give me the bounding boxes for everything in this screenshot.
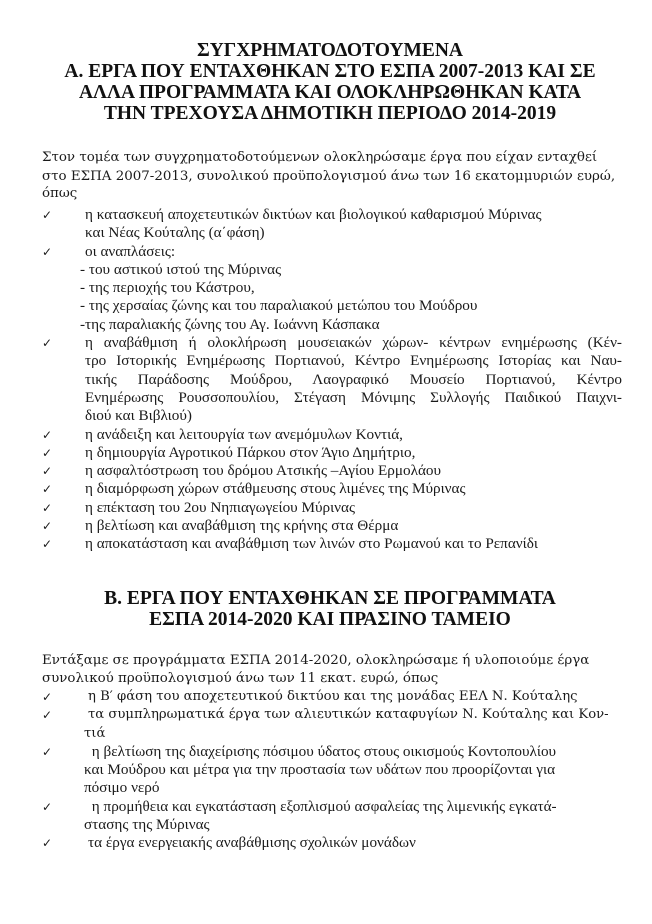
heading-line: ΑΛΛΑ ΠΡΟΓΡΑΜΜΑΤΑ ΚΑΙ ΟΛΟΚΛΗΡΩΘΗΚΑΝ ΚΑΤΑ — [78, 82, 582, 103]
intro-paragraph-a — [42, 148, 622, 203]
item-text: η προμήθεια και εγκατάσταση εξοπλισμού ασφαλείας της λιμενικής εγκατά- — [88, 797, 557, 815]
item-text: τα έργα ενεργειακής αναβάθμισης σχολικών μονάδων — [88, 834, 416, 852]
item-text: η αποκατάσταση και αναβάθμιση των λινών στο Ρωμανού και το Ρεπανίδι — [85, 535, 538, 553]
checkmark-icon: ✓ — [42, 464, 53, 479]
checkmark-icon: ✓ — [42, 836, 53, 851]
sub-item: -της παραλιακής ζώνης του Αγ. Ιωάννη Κάσπακα — [80, 315, 380, 333]
item-text: τιά — [84, 725, 106, 741]
paragraph-line: Εντάξαμε σε προγράμματα ΕΣΠΑ 2014-2020, ολοκληρώσαμε ή υλοποιούμε έργα — [42, 653, 590, 668]
paragraph-line: Στον τομέα των συγχρηματοδοτούμενων ολοκληρώσαμε έργα που είχαν ενταχθεί — [42, 150, 598, 165]
checkmark-icon: ✓ — [42, 482, 53, 497]
item-text: διού και Βιβλιού) — [85, 407, 192, 425]
list-item — [42, 706, 622, 743]
paragraph-line: συνολικού προϋπολογισμού άνω των 11 εκατ. ευρώ, όπως — [42, 671, 439, 686]
heading-line: ΕΣΠΑ 2014-2020 ΚΑΙ ΠΡΑΣΙΝΟ ΤΑΜΕΙΟ — [149, 609, 511, 630]
list-item — [42, 444, 622, 462]
item-text: η επέκταση του 2ου Νηπιαγωγείου Μύρινας — [85, 498, 356, 516]
item-text: η αναβάθμιση ή ολοκλήρωση μουσειακών χώρων- κέντρων ενημέρωσης (Κέν- — [85, 334, 622, 352]
heading-section-b — [40, 588, 620, 630]
sub-item: - της χερσαίας ζώνης και του παραλιακού μετώπου του Μούδρου — [80, 297, 478, 315]
list-item — [42, 798, 622, 835]
item-text: τρο Ιστορικής Ενημέρωσης Πορτιανού, Κέντρο Ενημέρωσης Ιστορίας και Ναυ- — [85, 352, 622, 370]
list-item — [42, 499, 622, 517]
item-text: η Β′ φάση του αποχετευτικού δικτύου και της μονάδας ΕΕΛ Ν. Κούταλης — [88, 689, 578, 704]
item-text: η βελτίωση και αναβάθμιση της κρήνης στα Θέρμα — [85, 517, 399, 535]
list-item — [42, 334, 622, 425]
checkmark-icon: ✓ — [42, 537, 53, 552]
checkmark-icon: ✓ — [42, 500, 53, 515]
item-text: Ενημέρωσης Ρουσσοπουλίου, Στέγαση Μόνιμης Συλλογής Παιδικού Παιχνι- — [85, 388, 622, 406]
item-text: τικής Παράδοσης Μούδρου, Λαογραφικό Μουσείο Πορτιανού, Κέντρο — [85, 370, 622, 388]
paragraph-line: στο ΕΣΠΑ 2007-2013, συνολικού προϋπολογισμού άνω των 16 εκατομμυριών ευρώ, — [42, 169, 616, 184]
sub-item: - του αστικού ιστού της Μύρινας — [80, 260, 282, 278]
item-text: η βελτίωση της διαχείρισης πόσιμου ύδατος στους οικισμούς Κοντοπουλίου — [88, 742, 557, 760]
list-item — [42, 243, 622, 261]
item-text: οι αναπλάσεις: — [85, 242, 176, 260]
checkmark-icon: ✓ — [42, 208, 53, 222]
heading-line: ΤΗΝ ΤΡΕΧΟΥΣΑ ΔΗΜΟΤΙΚΗ ΠΕΡΙΟΔΟ 2014-2019 — [103, 103, 557, 124]
checkmark-icon: ✓ — [42, 744, 53, 759]
item-text: η ανάδειξη και λειτουργία των ανεμόμυλων Κοντιά, — [85, 425, 403, 443]
heading-line: ΣΥΓΧΡΗΜΑΤΟΔΟΤΟΥΜΕΝΑ — [196, 40, 464, 61]
heading-section-a — [40, 40, 620, 124]
checkmark-icon: ✓ — [42, 445, 53, 460]
list-item — [42, 688, 622, 706]
list-item — [42, 462, 622, 480]
list-item — [42, 834, 622, 852]
sub-item: - της περιοχής του Κάστρου, — [80, 279, 255, 297]
item-text: και Μούδρου και μέτρα για την προστασία των υδάτων που προορίζονται για — [84, 761, 556, 779]
checkmark-icon: ✓ — [42, 244, 53, 259]
item-text: η διαμόρφωση χώρων στάθμευσης στους λιμένες της Μύρινας — [85, 480, 466, 498]
list-item — [42, 206, 622, 243]
list-item — [42, 426, 622, 444]
item-text: στασης της Μύρινας — [84, 816, 210, 834]
checkmark-icon: ✓ — [42, 427, 53, 442]
item-text: η δημιουργία Αγροτικού Πάρκου στον Άγιο Δημήτριο, — [85, 443, 416, 461]
list-item — [42, 480, 622, 498]
checkmark-icon: ✓ — [42, 690, 53, 704]
checkmark-icon: ✓ — [42, 799, 53, 814]
paragraph-line: όπως — [42, 186, 78, 201]
list-item — [42, 743, 622, 798]
item-text: πόσιμο νερό — [84, 779, 160, 797]
heading-line: Β. ΕΡΓΑ ΠΟΥ ΕΝΤΑΧΘΗΚΑΝ ΣΕ ΠΡΟΓΡΑΜΜΑΤΑ — [104, 588, 556, 609]
item-text: η ασφαλτόστρωση του δρόμου Ατσικής –Αγίου Ερμολάου — [85, 462, 442, 480]
item-text: η κατασκευή αποχετευτικών δικτύων και βιολογικού καθαρισμού Μύρινας — [85, 206, 542, 223]
list-item — [42, 517, 622, 535]
heading-line: Α. ΕΡΓΑ ΠΟΥ ΕΝΤΑΧΘΗΚΑΝ ΣΤΟ ΕΣΠΑ 2007-2013 ΚΑΙ ΣΕ — [64, 61, 596, 82]
item-text: και Νέας Κούταλης (α΄φάση) — [85, 224, 265, 242]
checkmark-icon: ✓ — [42, 519, 53, 534]
item-text: τα συμπληρωματικά έργα των αλιευτικών καταφυγίων Ν. Κούταλης και Κον- — [88, 707, 609, 723]
projects-list-a — [42, 206, 622, 554]
checkmark-icon: ✓ — [42, 336, 53, 351]
list-item — [42, 535, 622, 553]
projects-list-b — [42, 688, 622, 853]
intro-paragraph-b — [42, 651, 622, 688]
checkmark-icon: ✓ — [42, 708, 53, 723]
